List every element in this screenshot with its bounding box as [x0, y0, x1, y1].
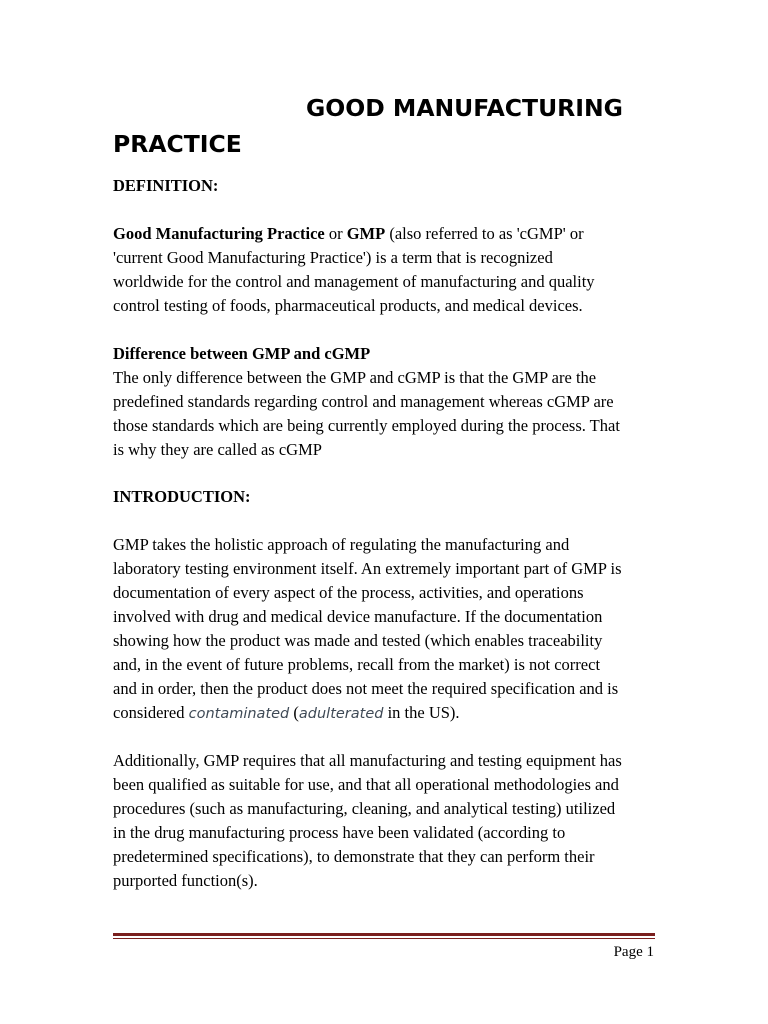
- definition-line-3: worldwide for the control and management of manufacturing and quality: [113, 272, 595, 291]
- footer-rule-thin: [113, 938, 655, 939]
- page-number: Page 1: [613, 944, 654, 960]
- introduction-heading: INTRODUCTION:: [113, 487, 251, 506]
- intro-para1-line: GMP takes the holistic approach of regulating the manufacturing and: [113, 535, 570, 554]
- definition-line-2: 'current Good Manufacturing Practice') is a term that is recognized: [113, 248, 553, 267]
- paren-open: (: [289, 703, 299, 722]
- title-line-2: PRACTICE: [113, 130, 242, 158]
- difference-line: The only difference between the GMP and cGMP is that the GMP are the: [113, 368, 597, 387]
- intro-para2-line: been qualified as suitable for use, and that all operational methodologies and: [113, 775, 619, 794]
- definition-abbr: GMP: [346, 224, 386, 243]
- definition-heading: DEFINITION:: [113, 176, 219, 195]
- intro-para2-line: predetermined specifications), to demonstrate that they can perform their: [113, 847, 595, 866]
- intro-para1-line: and, in the event of future problems, recall from the market) is not correct: [113, 655, 601, 674]
- definition-line-1: [113, 224, 584, 244]
- last-line-prefix: considered: [113, 703, 189, 722]
- intro-para2-line: purported function(s).: [113, 871, 258, 890]
- difference-line: those standards which are being currently employed during the process. That: [113, 416, 620, 435]
- definition-line-1-rest: (also referred to as 'cGMP' or: [385, 224, 584, 243]
- difference-heading: Difference between GMP and cGMP: [113, 344, 371, 363]
- intro-para1-line: and in order, then the product does not meet the required specification and is: [113, 679, 619, 698]
- definition-line-4: control testing of foods, pharmaceutical products, and medical devices.: [113, 296, 583, 315]
- difference-line: is why they are called as cGMP: [113, 440, 322, 459]
- adulterated-term: adulterated: [298, 706, 384, 722]
- page-title: [113, 90, 673, 162]
- footer-rule-thick: [113, 933, 655, 936]
- intro-para2-line: in the drug manufacturing process have been validated (according to: [113, 823, 566, 842]
- intro-para2-line: Additionally, GMP requires that all manufacturing and testing equipment has: [113, 751, 622, 770]
- last-line-suffix: in the US).: [383, 703, 460, 722]
- intro-para1-line: showing how the product was made and tested (which enables traceability: [113, 631, 603, 650]
- definition-or: or: [324, 224, 347, 243]
- intro-para2-line: procedures (such as manufacturing, cleaning, and analytical testing) utilized: [113, 799, 616, 818]
- intro-para1-line: laboratory testing environment itself. An extremely important part of GMP is: [113, 559, 622, 578]
- contaminated-term: contaminated: [188, 706, 290, 722]
- title-line-1: GOOD MANUFACTURING: [306, 94, 623, 122]
- intro-para1-last-line: [113, 703, 460, 724]
- difference-line: predefined standards regarding control and management whereas cGMP are: [113, 392, 614, 411]
- intro-para1-line: involved with drug and medical device manufacture. If the documentation: [113, 607, 603, 626]
- intro-para1-line: documentation of every aspect of the process, activities, and operations: [113, 583, 584, 602]
- definition-term: Good Manufacturing Practice: [113, 224, 325, 243]
